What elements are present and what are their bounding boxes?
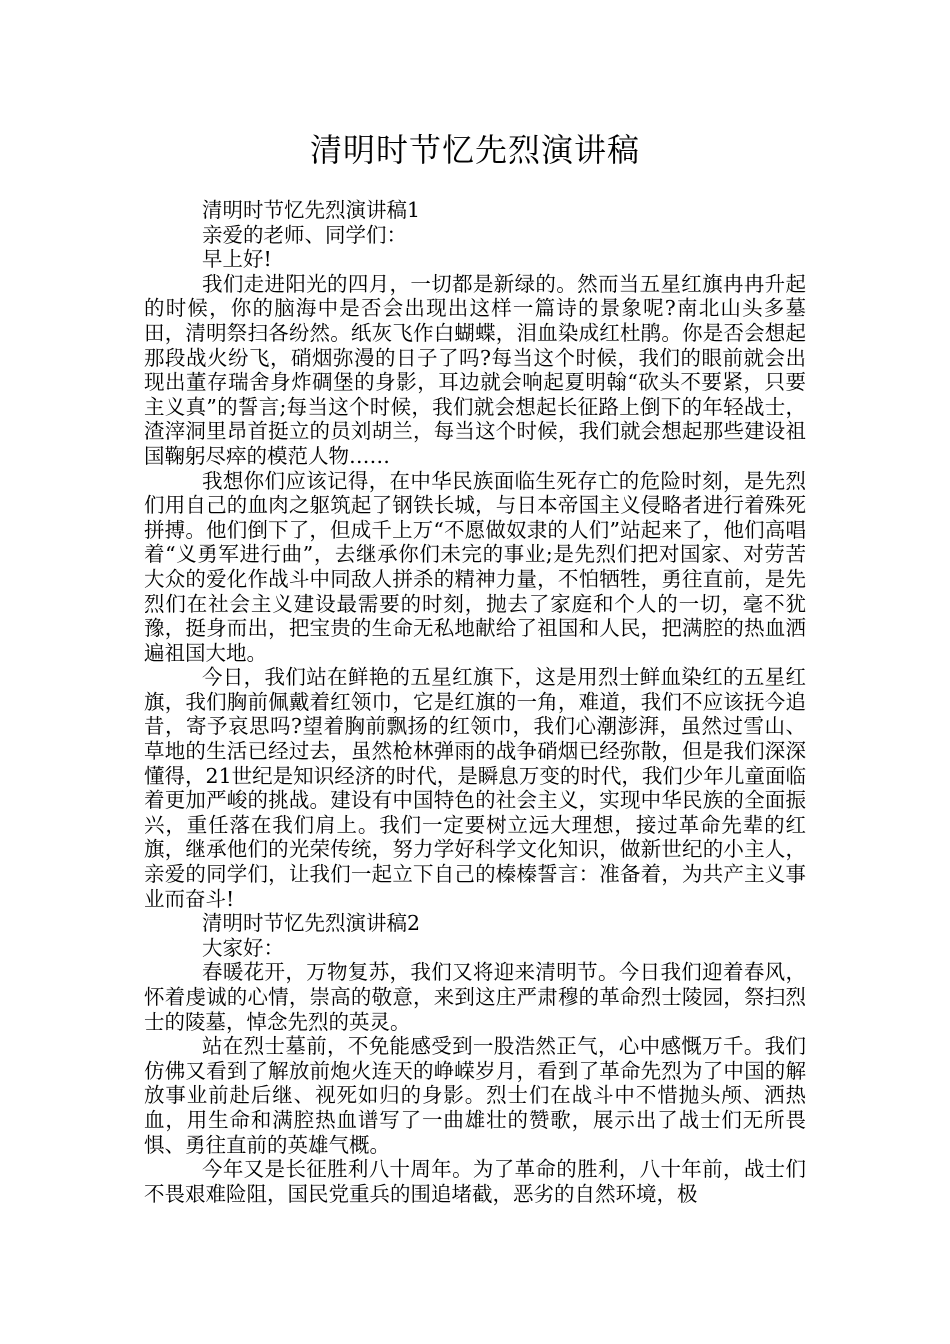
paragraph: 站在烈士墓前，不免能感受到一股浩然正气，心中感慨万千。我们仿佛又看到了解放前炮火连天的峥嵘岁月，看到了革命先烈为了中国的解放事业前赴后继、视死如归的身影。烈士们在战斗中不惜抛头颅、洒热血，用生命和满腔热血谱写了一曲雄壮的赞歌，展示出了战士们无所畏惧、勇往直前的英雄气概。 [144, 1034, 806, 1157]
greeting: 大家好： [202, 935, 284, 960]
greeting: 早上好! [202, 247, 272, 272]
paragraph: 今日，我们站在鲜艳的五星红旗下，这是用烈士鲜血染红的五星红旗，我们胸前佩戴着红领巾，它是红旗的一角，难道，我们不应该抚今追昔，寄予哀思吗?望着胸前飘扬的红领巾，我们心潮澎湃，虽然过雪山、草地的生活已经过去，虽然枪林弹雨的战争硝烟已经弥散，但是我们深深懂得，21世纪是知识经济的时代，是瞬息万变的时代，我们少年儿童面临着更加严峻的挑战。建设有中国特色的社会主义，实现中华民族的全面振兴，重任落在我们肩上。我们一定要树立远大理想，接过革命先辈的红旗，继承他们的光荣传统，努力学好科学文化知识，做新世纪的小主人，亲爱的同学们，让我们一起立下自己的榛榛誓言：准备着，为共产主义事业而奋斗! [144, 665, 806, 911]
paragraph: 我们走进阳光的四月，一切都是新绿的。然而当五星红旗冉冉升起的时候，你的脑海中是否会出现出这样一篇诗的景象呢?南北山头多墓田，清明祭扫各纷然。纸灰飞作白蝴蝶，泪血染成红杜鹃。你是否会想起那段战火纷飞，硝烟弥漫的日子了吗?每当这个时候，我们的眼前就会出现出董存瑞舍身炸碉堡的身影，耳边就会响起夏明翰“砍头不要紧，只要主义真”的誓言;每当这个时候，我们就会想起长征路上倒下的年轻战士，渣滓洞里昂首挺立的员刘胡兰，每当这个时候，我们就会想起那些建设祖国鞠躬尽瘁的模范人物…… [144, 271, 806, 468]
document-body [144, 198, 806, 1206]
section-heading-1: 清明时节忆先烈演讲稿1 [202, 198, 421, 222]
document-title: 清明时节忆先烈演讲稿 [309, 131, 640, 169]
paragraph: 春暖花开，万物复苏，我们又将迎来清明节。今日我们迎着春风，怀着虔诚的心情，崇高的敬意，来到这庄严肃穆的革命烈士陵园，祭扫烈士的陵墓，悼念先烈的英灵。 [144, 960, 806, 1034]
salutation: 亲爱的老师、同学们： [202, 222, 407, 247]
paragraph: 今年又是长征胜利八十周年。为了革命的胜利，八十年前，战士们不畏艰难险阻，国民党重兵的围追堵截，恶劣的自然环境，极 [144, 1157, 806, 1206]
section-heading-2: 清明时节忆先烈演讲稿2 [202, 911, 421, 936]
paragraph: 我想你们应该记得，在中华民族面临生死存亡的危险时刻，是先烈们用自己的血肉之躯筑起了钢铁长城，与日本帝国主义侵略者进行着殊死拼搏。他们倒下了，但成千上万“不愿做奴隶的人们”站起来了，他们高唱着“义勇军进行曲”，去继承你们未完的事业;是先烈们把对国家、对劳苦大众的爱化作战斗中同敌人拼杀的精神力量，不怕牺牲，勇往直前，是先烈们在社会主义建设最需要的时刻，抛去了家庭和个人的一切，毫不犹豫，挺身而出，把宝贵的生命无私地献给了祖国和人民，把满腔的热血洒遍祖国大地。 [144, 468, 806, 665]
